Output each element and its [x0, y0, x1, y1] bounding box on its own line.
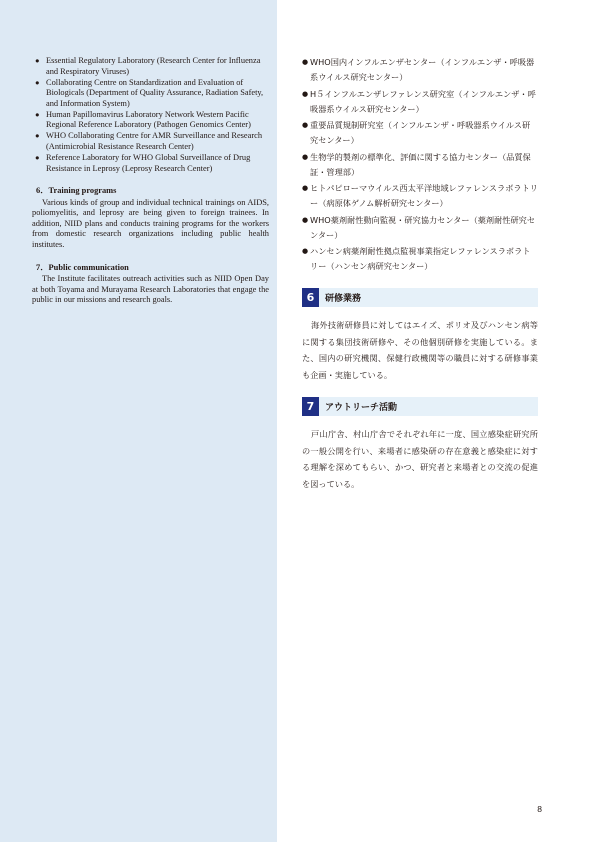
section-6-header: [302, 288, 538, 307]
list-item: ● WHO薬剤耐性動向監視・研究協力センター（薬剤耐性研究センター）: [302, 213, 538, 243]
list-item: ● WHO Collaborating Centre for AMR Surveillance and Research (Antimicrobial Resistance Research Center): [32, 131, 269, 152]
section-7-number: 7: [302, 397, 319, 416]
list-item: ● Collaborating Centre on Standardization and Evaluation of Biologicals (Department of Quality Assurance, Radiation Safety, and Information System): [32, 78, 269, 110]
section-7-title: アウトリーチ活動: [325, 403, 398, 413]
page-number: 8: [537, 804, 542, 814]
list-item: ● Human Papillomavirus Laboratory Network Western Pacific Regional Reference Laboratory (Pathogen Genomics Center): [32, 110, 269, 131]
training-programs-heading: 6．Training programs: [36, 186, 117, 196]
list-item: ● Reference Laboratory for WHO Global Surveillance of Drug Resistance in Leprosy (Leprosy Research Center): [32, 153, 269, 174]
list-item: ● 重要品質規制研究室（インフルエンザ・呼吸器系ウイルス研究センター）: [302, 118, 538, 148]
training-programs-body: Various kinds of group and individual technical trainings on AIDS, poliomyelitis, and leprosy are being given to foreign trainees. In addition, NIID plans and conducts training programs for the workers from domestic research organizations including public health institutes.: [32, 197, 269, 250]
section-6: [302, 288, 538, 383]
section-7-body: 戸山庁舎、村山庁舎でそれぞれ年に一度、国立感染症研究所の一般公開を行い、来場者に感染研の存在意義と感染症に対する理解を深めてもらい、かつ、研究者と来場者との交流の促進を図っている。: [302, 429, 538, 489]
english-lab-list: [32, 56, 269, 174]
public-communication-heading: 7．Public communication: [36, 262, 129, 272]
section-7-header: [302, 397, 538, 416]
list-item: ● H５インフルエンザレファレンス研究室（インフルエンザ・呼吸器系ウイルス研究センター）: [302, 87, 538, 117]
list-item: ● 生物学的製剤の標準化、評価に関する協力センター（品質保証・管理部）: [302, 150, 538, 180]
left-column-panel: [0, 0, 277, 842]
list-item: ● Essential Regulatory Laboratory (Research Center for Influenza and Respiratory Viruses): [32, 56, 269, 77]
japanese-content: [302, 55, 538, 492]
japanese-lab-list: [302, 55, 538, 274]
section-7: [302, 397, 538, 492]
english-content: [32, 56, 269, 306]
section-6-body: 海外技術研修員に対してはエイズ、ポリオ及びハンセン病等に関する集団技術研修や、その他個別研修を実施している。また、国内の研究機関、保健行政機関等の職員に対する研修事業も企画・実施している。: [302, 320, 538, 380]
public-communication-body: The Institute facilitates outreach activities such as NIID Open Day at both Toyama and Murayama Research Laboratories that engage the public in our missions and research goals.: [32, 274, 269, 305]
list-item: ● ヒトパピローマウイルス西太平洋地域レファレンスラボラトリー（病原体ゲノム解析研究センター）: [302, 181, 538, 211]
section-6-number: 6: [302, 288, 319, 307]
list-item: ● WHO国内インフルエンザセンター（インフルエンザ・呼吸器系ウイルス研究センター）: [302, 55, 538, 85]
section-6-title: 研修業務: [325, 294, 362, 304]
list-item: ● ハンセン病薬剤耐性拠点監視事業指定レファレンスラボラトリー（ハンセン病研究センター）: [302, 244, 538, 274]
